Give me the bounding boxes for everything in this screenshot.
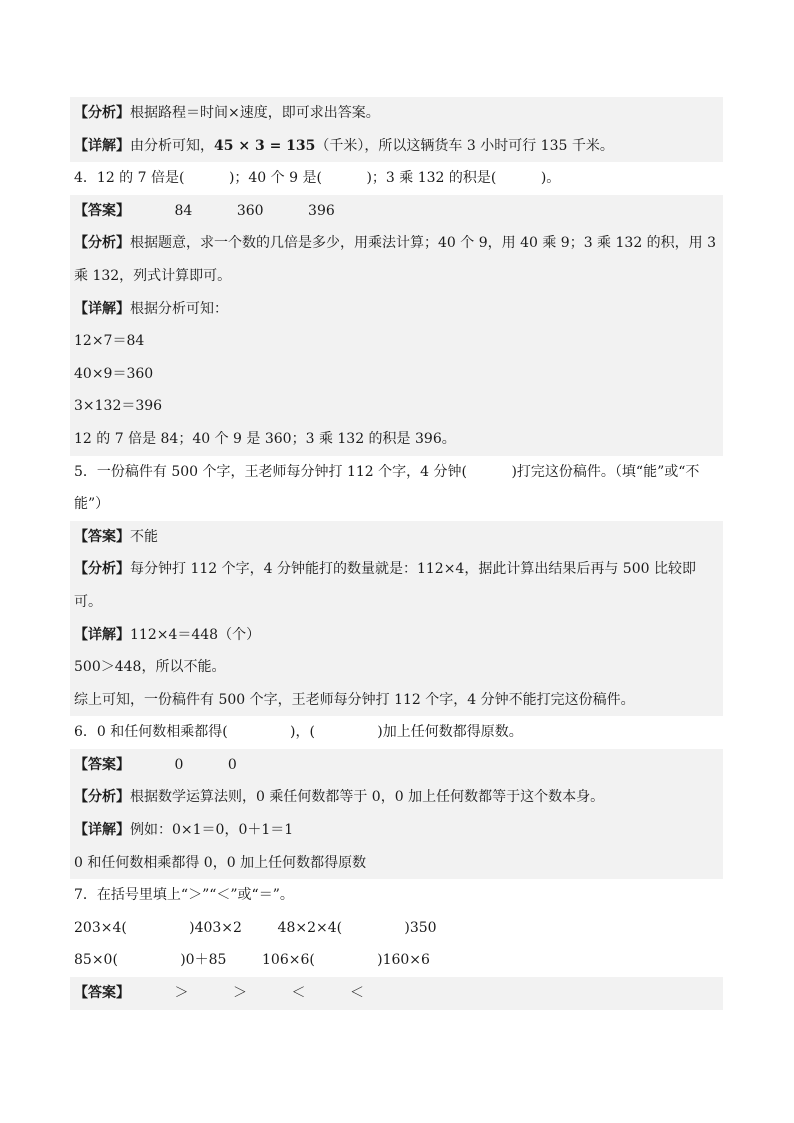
q4-calc-line: 12×7＝84 (70, 325, 723, 358)
detail-tag: 【详解】 (74, 300, 130, 317)
q5-conclusion: 综上可知，一份稿件有 500 个字，王老师每分钟打 112 个字，4 分钟不能打完这份稿件。 (70, 684, 723, 717)
q6-analysis (70, 781, 723, 814)
analysis-tag: 【分析】 (74, 561, 130, 578)
detail-tag: 【详解】 (74, 137, 130, 154)
answer-tag: 【答案】 (74, 756, 130, 773)
analysis-tag: 【分析】 (74, 235, 130, 252)
q5-detail (70, 619, 723, 652)
q7-row-2: 85×0( )0＋85 106×6( )160×6 (74, 952, 430, 969)
analysis-tag: 【分析】 (74, 105, 130, 121)
q3-detail-prefix: 由分析可知， (130, 137, 214, 154)
detail-tag: 【详解】 (74, 626, 130, 643)
q4-question: 4．12 的 7 倍是( )；40 个 9 是( )；3 乘 132 的积是( )。 (74, 170, 561, 187)
analysis-tag: 【分析】 (74, 789, 130, 806)
worksheet-page (70, 97, 723, 1010)
q4-detail (70, 293, 723, 326)
q6-answer (70, 749, 723, 782)
q3-analysis (70, 97, 723, 130)
q4-detail-text: 根据分析可知： (130, 300, 228, 317)
q6-analysis-text: 根据数学运算法则，0 乘任何数都等于 0，0 加上任何数都等于这个数本身。 (130, 789, 605, 806)
q4-answer-values: 84 360 396 (130, 202, 335, 219)
q6-detail-text: 例如：0×1＝0，0＋1＝1 (130, 822, 294, 839)
answer-tag: 【答案】 (74, 528, 130, 545)
q4-calc-line: 40×9＝360 (70, 358, 723, 391)
q3-analysis-text: 根据路程＝时间×速度，即可求出答案。 (130, 105, 380, 121)
q3-detail-formula: 45 × 3 = 135 (214, 137, 316, 154)
q5-answer (70, 521, 723, 554)
q6-question: 6．0 和任何数相乘都得( )，( )加上任何数都得原数。 (74, 724, 523, 741)
q4-conclusion: 12 的 7 倍是 84；40 个 9 是 360；3 乘 132 的积是 396。 (70, 423, 723, 456)
q7-row-1: 203×4( )403×2 48×2×4( )350 (74, 919, 437, 936)
q3-detail-suffix: （千米），所以这辆货车 3 小时可行 135 千米。 (315, 137, 614, 154)
q6-conclusion: 0 和任何数相乘都得 0，0 加上任何数都得原数 (70, 847, 723, 880)
q6-detail (70, 814, 723, 847)
q4-analysis (70, 227, 723, 292)
q5-detail-text: 112×4＝448（个） (130, 626, 261, 643)
answer-tag: 【答案】 (74, 985, 130, 1002)
q5-question: 5．一份稿件有 500 个字，王老师每分钟打 112 个字，4 分钟( )打完这份稿件。（填“能”或“不能”） (74, 463, 700, 513)
answer-tag: 【答案】 (74, 202, 130, 219)
q3-detail (70, 130, 723, 163)
q5-answer-value: 不能 (130, 528, 158, 545)
q6-answer-values: 0 0 (130, 756, 237, 773)
q5-compare-line: 500＞448，所以不能。 (70, 651, 723, 684)
q4-calc-line: 3×132＝396 (70, 390, 723, 423)
q5-analysis (70, 553, 723, 618)
q4-analysis-text: 根据题意，求一个数的几倍是多少，用乘法计算；40 个 9，用 40 乘 9；3 乘 132 的积，用 3 乘 132，列式计算即可。 (74, 235, 721, 284)
q4-answer (70, 195, 723, 228)
q7-answer-values: ＞ ＞ ＜ ＜ (130, 985, 365, 1002)
q7-answer (70, 977, 723, 1010)
q7-question: 7．在括号里填上“＞”“＜”或“＝”。 (74, 887, 294, 904)
detail-tag: 【详解】 (74, 822, 130, 839)
q5-analysis-text: 每分钟打 112 个字，4 分钟能打的数量就是：112×4，据此计算出结果后再与 500 比较即可。 (74, 561, 696, 610)
